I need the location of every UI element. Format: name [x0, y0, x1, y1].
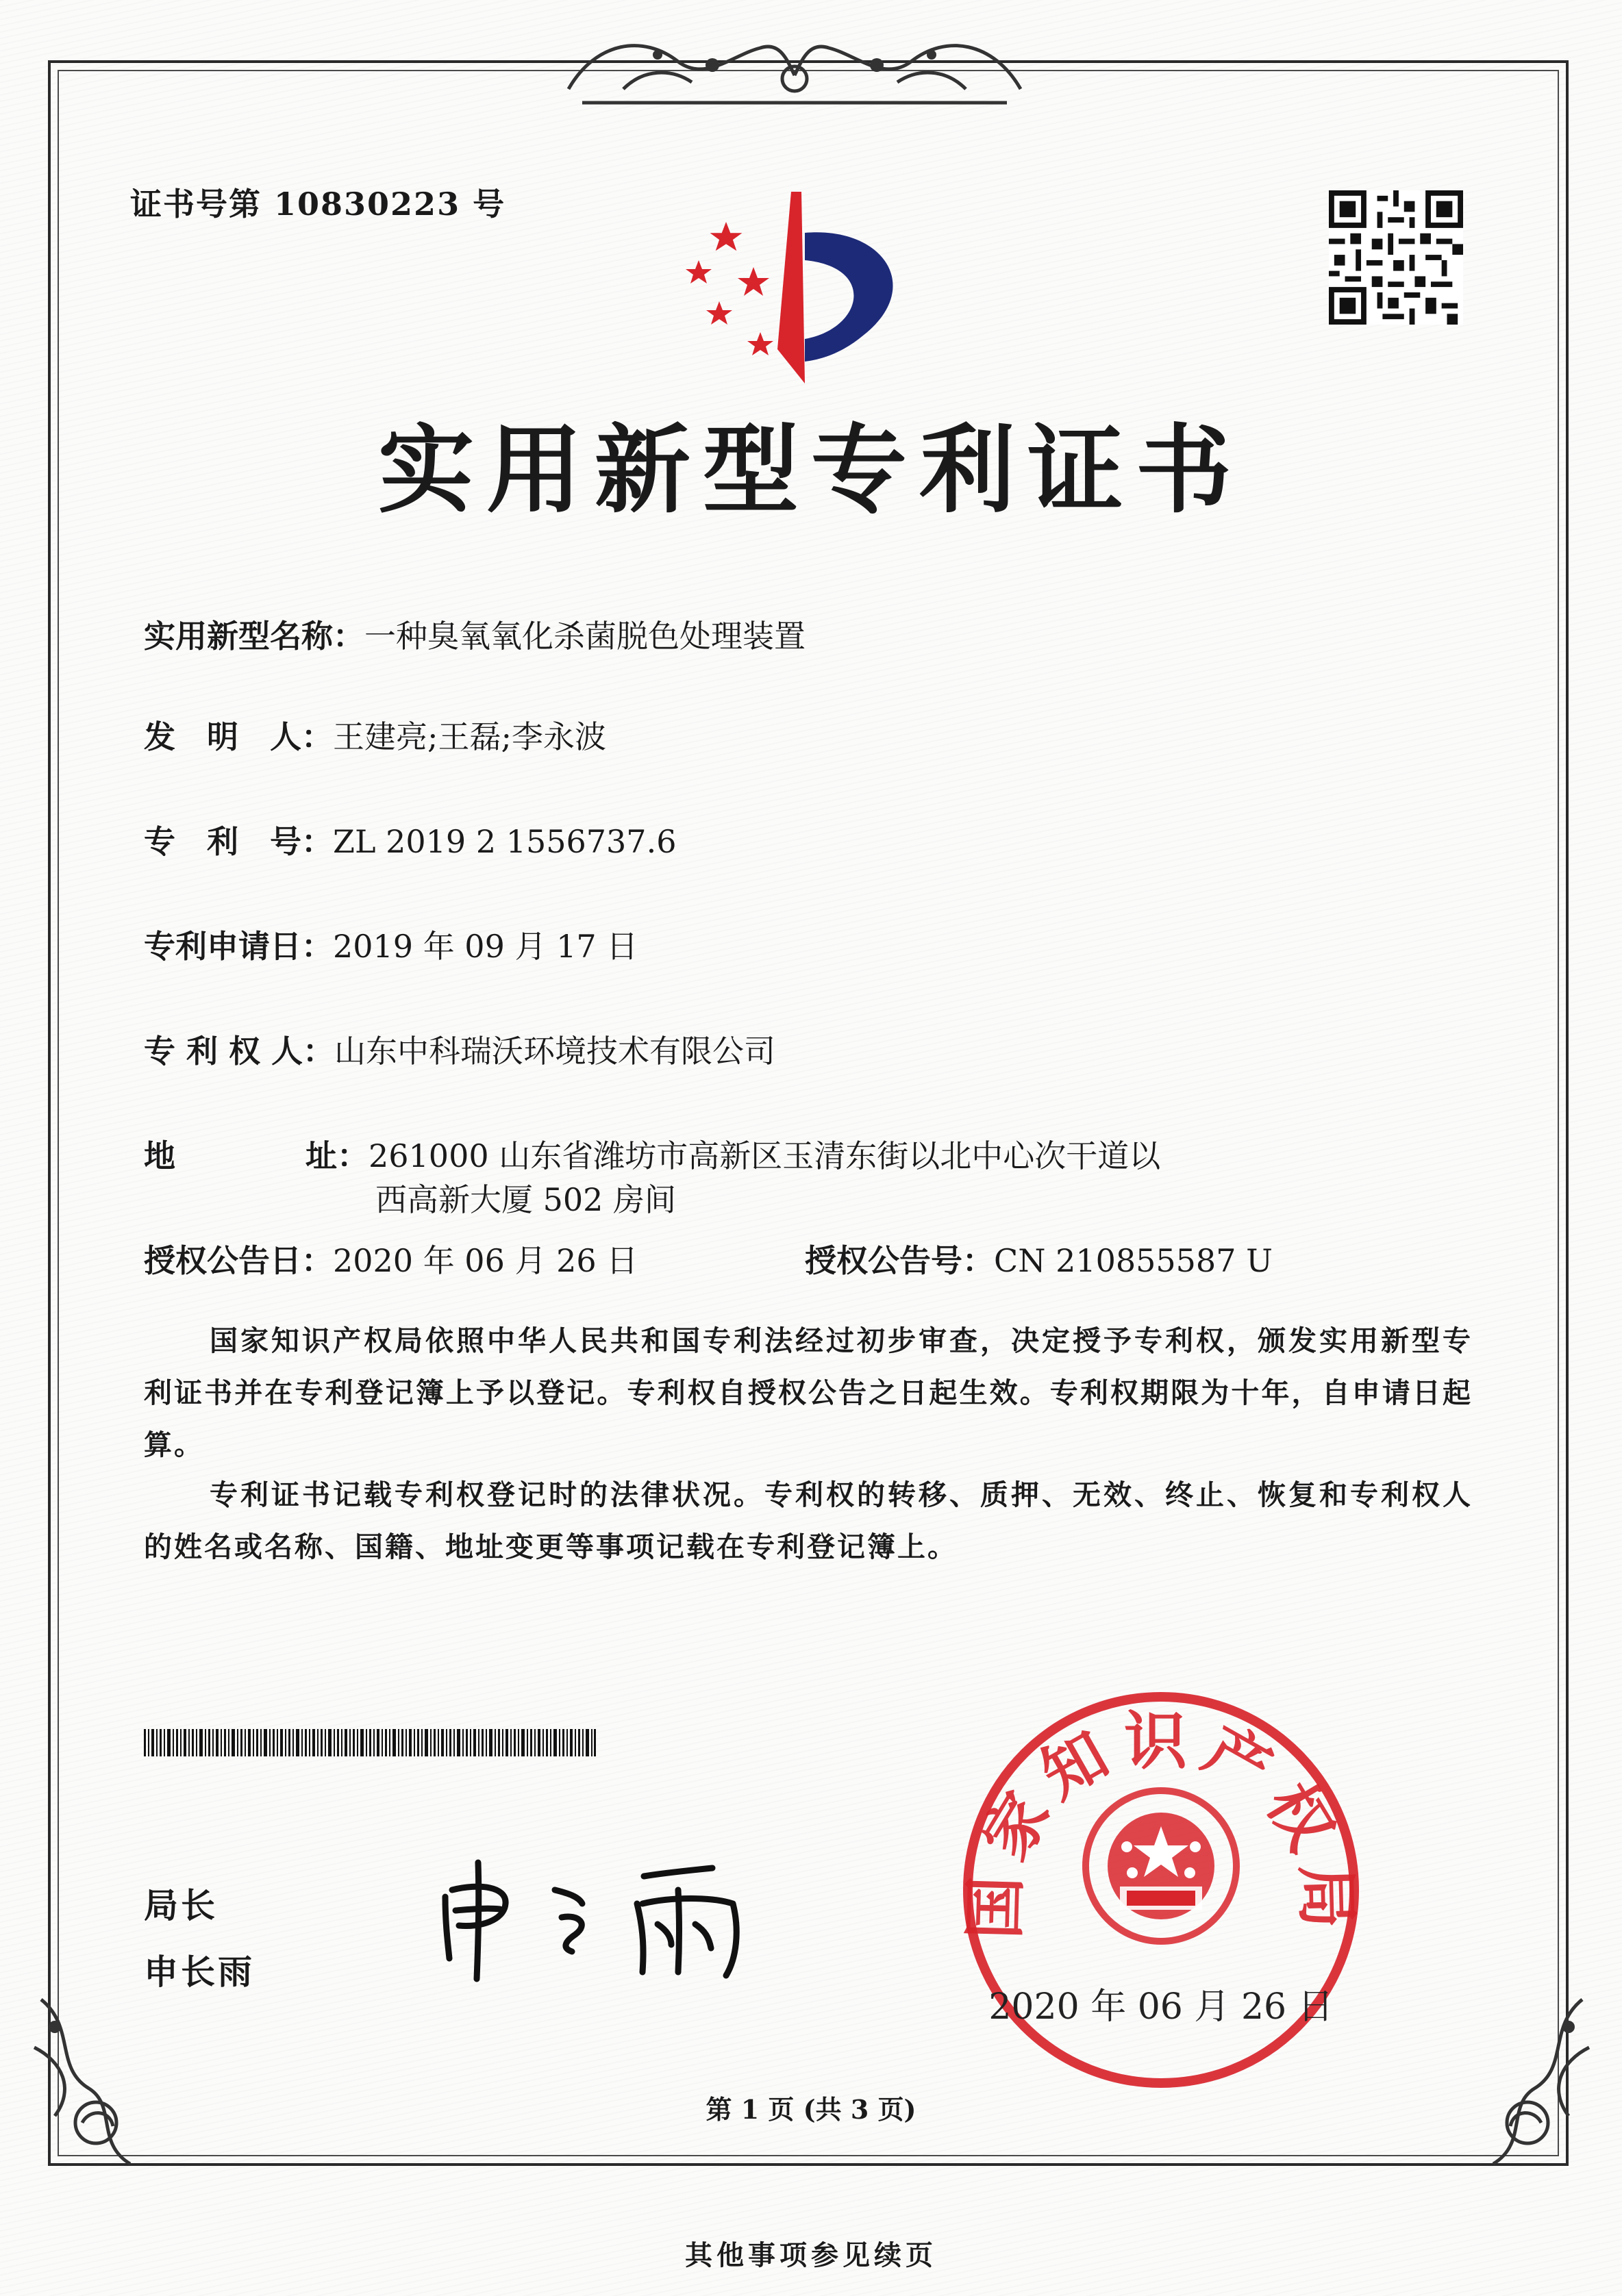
footer-note: 其他事项参见续页: [685, 2239, 937, 2271]
patent-number-label: 专 利 号：: [144, 823, 333, 860]
director-title: 局长: [144, 1885, 218, 1926]
certificate-number-label: 证书号第: [130, 186, 262, 223]
certificate-title: 实用新型专利证书: [377, 414, 1244, 527]
barcode: [144, 1729, 596, 1756]
grant-number-label: 授权公告号：: [805, 1242, 994, 1279]
grant-number-field: [805, 1236, 1273, 1285]
patent-number-field: [144, 817, 676, 866]
grant-date-field: [144, 1236, 638, 1285]
address-line-2: 西高新大厦 502 房间: [375, 1181, 677, 1218]
utility-model-name-value: 一种臭氧氧化杀菌脱色处理装置: [364, 618, 806, 655]
patent-number-value: ZL 2019 2 1556737.6: [333, 823, 677, 860]
filing-date-label: 专利申请日：: [144, 928, 333, 965]
certificate-number-value: 10830223: [274, 186, 461, 223]
filing-date-field: [144, 922, 638, 971]
director-signature: [425, 1849, 808, 1986]
certificate-number-suffix: 号: [473, 186, 506, 223]
seal-text: 国家知识产权局: [957, 1704, 1365, 1941]
utility-model-name-label: 实用新型名称：: [144, 618, 364, 655]
director-name: 申长雨: [144, 1952, 255, 1992]
grant-number-value: CN 210855587 U: [994, 1242, 1273, 1279]
page-number: 第 1 页 (共 3 页): [706, 2094, 916, 2125]
patentee-value: 山东中科瑞沃环境技术有限公司: [334, 1033, 776, 1070]
address-line-1: 261000 山东省潍坊市高新区玉清东街以北中心次干道以: [369, 1137, 1161, 1174]
grant-date-value: 2020 年 06 月 26 日: [333, 1242, 638, 1279]
seal-date: 2020 年 06 月 26 日: [988, 1986, 1334, 2028]
address-line-2-row: [375, 1175, 676, 1224]
grant-date-label: 授权公告日：: [144, 1242, 333, 1279]
top-ornament: [541, 14, 1048, 116]
patentee-field: [144, 1026, 775, 1076]
address-label-start: 地: [144, 1137, 175, 1174]
address-field: [144, 1131, 1160, 1181]
patentee-label: 专 利 权 人：: [144, 1033, 335, 1070]
filing-date-value: 2019 年 09 月 17 日: [333, 928, 638, 965]
inventor-field: [144, 712, 606, 761]
national-emblem-icon: [1086, 1791, 1236, 1941]
statement-paragraph-2: 专利证书记载专利权登记时的法律状况。专利权的转移、质押、无效、终止、恢复和专利权人的姓名或名称、国籍、地址变更等事项记载在专利登记簿上。: [144, 1478, 1473, 1563]
address-label-end: 址：: [305, 1137, 369, 1174]
inventor-label: 发 明 人：: [144, 718, 333, 755]
inventor-value: 王建亮;王磊;李永波: [333, 718, 606, 755]
official-seal: [956, 1685, 1367, 2095]
patent-office-emblem: [658, 185, 932, 390]
qr-code: [1329, 190, 1463, 325]
certificate-number: [130, 179, 506, 225]
statement-paragraph-1: 国家知识产权局依照中华人民共和国专利法经过初步审查，决定授予专利权，颁发实用新型专利证书并在专利登记簿上予以登记。专利权自授权公告之日起生效。专利权期限为十年，自申请日起算。: [144, 1324, 1473, 1461]
utility-model-name-field: [144, 611, 806, 661]
